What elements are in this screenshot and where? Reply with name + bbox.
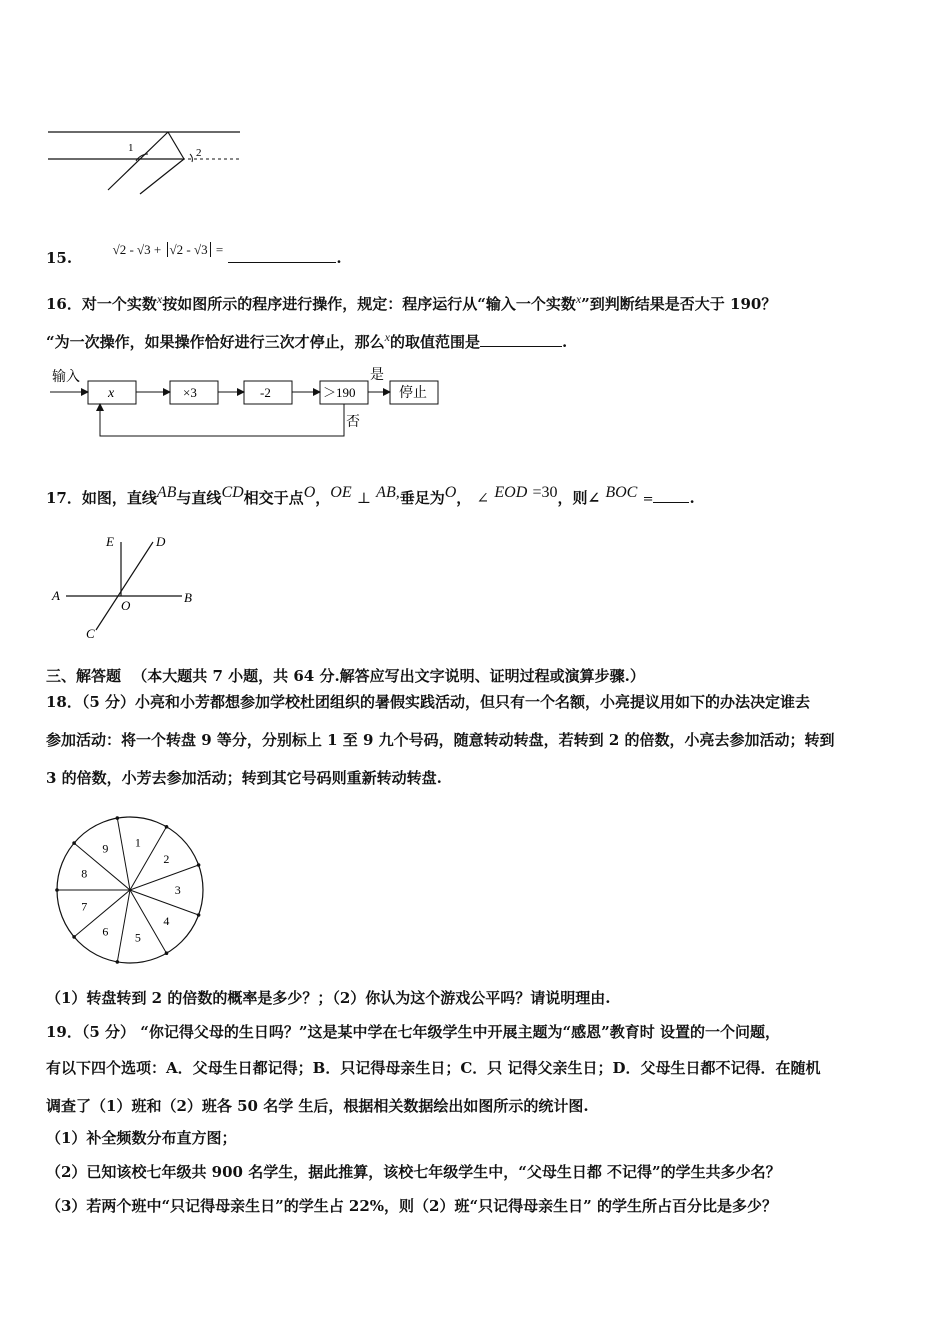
q17-O-2: O [444,484,457,501]
q18-text-1: 18．（5 分）小亮和小芳都想参加学校杜团组织的暑假实践活动，但只有一个名额，小亮提议用如下的办法决定谁去 [46,693,811,711]
flow-box-compare-label: ＞190 [323,385,356,400]
question-19-sub-2 [46,1162,781,1182]
q16-text-c: ”到判断结果是否大于 190？ [581,295,777,313]
question-19-line-2 [46,1058,821,1078]
wheel-number-3: 3 [174,883,181,897]
wheel-spoke-dot [55,888,59,892]
wheel-spoke-dot [116,816,120,820]
q16-text-d: “为一次操作，如果操作恰好进行三次才停止，那么 [46,333,385,351]
q17-comma-2: ， [456,489,472,507]
flow-box-x-label: x [108,386,115,401]
question-18-line-2 [46,730,835,750]
wheel-spoke-dot [72,935,76,939]
q19-sub-text-2: （2）已知该校七年级共 900 名学生，据此推算，该校七年级学生中，“父母生日都 不记得”的学生共多少名？ [46,1163,781,1181]
fig17-label-B: B [184,590,192,605]
q17-text-b: 与直线 [176,489,222,507]
q17-CD: CD [221,484,244,501]
q19-text-3: 调查了（1）班和（2）班各 50 名学 生后，根据相关数据绘出如图所示的统计图. [46,1097,589,1115]
q16-text-e: 的取值范围是 [389,333,480,351]
q17-AB-2: AB, [376,484,400,501]
program-flowchart [48,362,448,442]
fig17-label-A: A [52,588,60,603]
q16-period: . [561,333,568,351]
q15-period: . [336,249,342,267]
flow-input-label: 输入 [52,370,80,385]
wheel-spoke-dot [116,960,120,964]
wheel-spoke [130,890,199,915]
wheel-number-9: 9 [102,841,109,856]
question-19-line-3 [46,1096,589,1116]
fig17-label-E: E [106,534,114,549]
q17-comma-1: ， [315,489,331,507]
question-18-line-1 [46,692,810,712]
q19-sub-text-1: （1）补全频数分布直方图； [46,1129,237,1147]
wheel-number-5: 5 [134,930,141,945]
q18-text-2: 参加活动：将一个转盘 9 等分，分别标上 1 至 9 九个号码，随意转动转盘，若转到 2 的倍数，小亮去参加活动；转到 [46,731,835,749]
q17-text-d: 垂足为 [399,489,445,507]
q17-text-c: 相交于点 [243,489,304,507]
q15-number: 15. [46,249,73,267]
q17-equals: = [642,492,654,507]
q19-text-1: 19．（5 分） “你记得父母的生日吗？”这是某中学在七年级学生中开展主题为“感恩”教育时 设置的一个问题， [46,1023,780,1041]
wheel-spoke [130,865,199,890]
wheel-number-8: 8 [81,866,88,881]
q17-BOC: BOC [605,484,638,501]
q16-text-a: 16．对一个实数 [46,295,157,313]
spinner-wheel [52,812,210,970]
fig17-label-C: C [86,626,95,641]
question-18-line-3 [46,768,442,788]
question-16-line-2 [46,332,567,353]
q17-EOD: EOD [494,484,528,501]
parallel-lines-figure [44,124,254,196]
flow-yes-label: 是 [370,368,384,383]
q17-OE: OE [330,484,352,501]
q15-equals: = [215,242,224,257]
q16-var-x-3: x [384,330,390,344]
wheel-number-1: 1 [134,835,141,850]
flow-box-subtract-label: -2 [260,385,271,400]
question-19-sub-3 [46,1196,777,1216]
q17-perp: ⊥ [356,489,371,507]
q17-text-a: 17．如图，直线 [46,489,157,507]
fig17-label-D: D [156,534,166,549]
q15-abs-value [167,242,211,257]
wheel-spoke [117,818,130,890]
section-3-title: 三、解答题 [46,667,122,685]
section-3-heading [46,666,645,686]
fig17-label-O: O [121,598,131,613]
wheel-number-7: 7 [81,899,88,914]
q17-O: O [303,484,316,501]
q15-answer-blank[interactable] [228,248,336,263]
question-19-sub-1 [46,1128,236,1148]
q16-var-x: x [156,292,163,306]
q17-angle-symbol: ∠ [476,489,490,507]
section-3-note: （本大题共 7 小题，共 64 分.解答应写出文字说明、证明过程或演算步骤.） [132,667,645,685]
q18-sub-text: （1）转盘转到 2 的倍数的概率是多少？；（2）你认为这个游戏公平吗？请说明理由. [46,989,611,1007]
wheel-spoke [117,890,130,962]
question-18-subquestions [46,988,610,1008]
angle-label-1: 1 [128,142,134,154]
q17-answer-blank[interactable] [653,488,689,503]
q16-answer-blank[interactable] [480,332,562,347]
flow-box-multiply-label: ×3 [183,385,197,400]
angle-label-2: 2 [196,147,202,159]
wheel-spoke-dot [165,825,169,829]
question-19-line-1 [46,1022,780,1042]
flow-box-stop-label: 停止 [399,386,427,401]
q16-text-b: 按如图所示的程序进行操作，规定：程序运行从“输入一个实数 [162,295,576,313]
intersecting-lines-figure [48,530,198,642]
q17-text-e: ，则∠ [557,489,601,507]
q15-expression-b: √2 - √3 [169,242,208,257]
wheel-number-2: 2 [163,852,170,866]
question-17 [46,484,695,510]
q19-text-2: 有以下四个选项：A．父母生日都记得；B．只记得母亲生日；C．只 记得父亲生日；D．父母生日都不记得．在随机 [46,1059,821,1077]
q17-AB: AB [156,484,177,501]
wheel-spoke-dot [197,913,201,917]
q15-expression-a: √2 - √3 + [112,242,162,257]
q17-period: . [689,489,695,507]
q16-var-x-2: x [575,292,582,306]
wheel-spoke-dot [72,841,76,845]
flow-no-label: 否 [346,415,360,430]
wheel-number-4: 4 [163,914,170,928]
q19-sub-text-3: （3）若两个班中“只记得母亲生日”的学生占 22%，则（2）班“只记得母亲生日” 的学生所占百分比是多少？ [46,1197,777,1215]
q17-eq30: =30 [532,484,558,501]
wheel-spoke-dot [165,951,169,955]
wheel-spoke-dot [197,863,201,867]
question-15 [46,242,342,269]
q18-text-3: 3 的倍数，小芳去参加活动；转到其它号码则重新转动转盘. [46,769,442,787]
wheel-number-6: 6 [102,924,109,939]
question-16-line-1 [46,294,776,315]
